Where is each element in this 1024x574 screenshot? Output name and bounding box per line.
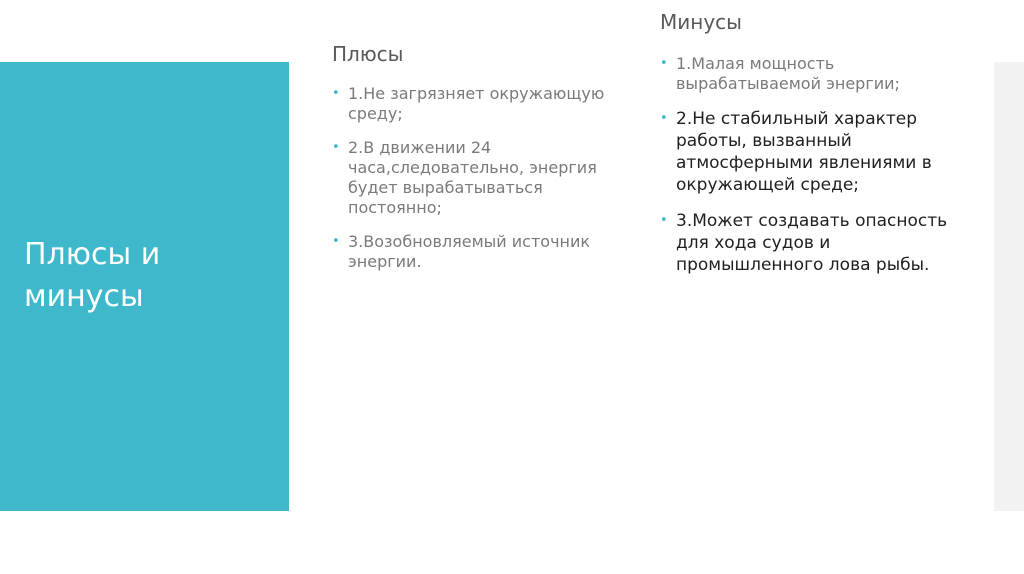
cons-heading: Минусы [660, 10, 742, 34]
list-item [332, 84, 632, 124]
bullet-icon: • [332, 234, 340, 249]
list-item [332, 138, 632, 218]
bullet-icon: • [660, 56, 668, 71]
list-item-text: 3.Возобновляемый источник энергии. [348, 232, 591, 271]
bullet-icon: • [660, 111, 668, 126]
right-side-strip [994, 62, 1024, 511]
title-panel [0, 62, 289, 511]
bullet-icon: • [332, 86, 340, 101]
bullet-icon: • [660, 213, 668, 228]
list-item-text: 1.Малая мощность вырабатываемой энергии; [676, 54, 900, 93]
list-item-text: 2.Не стабильный характер работы, вызванный атмосферными явлениями в окружающей среде; [676, 109, 932, 195]
pros-heading: Плюсы [332, 42, 404, 66]
bullet-icon: • [332, 140, 340, 155]
list-item [660, 210, 960, 276]
pros-list [332, 84, 632, 286]
list-item [660, 108, 960, 196]
slide-title: Плюсы и минусы [24, 237, 161, 314]
list-item [332, 232, 632, 272]
list-item [660, 54, 960, 94]
list-item-text: 1.Не загрязняет окружающую среду; [348, 84, 605, 123]
cons-list [660, 54, 960, 290]
list-item-text: 2.В движении 24 часа,следовательно, энергия будет вырабатываться постоянно; [348, 138, 597, 217]
list-item-text: 3.Может создавать опасность для хода судов и промышленного лова рыбы. [676, 211, 948, 275]
